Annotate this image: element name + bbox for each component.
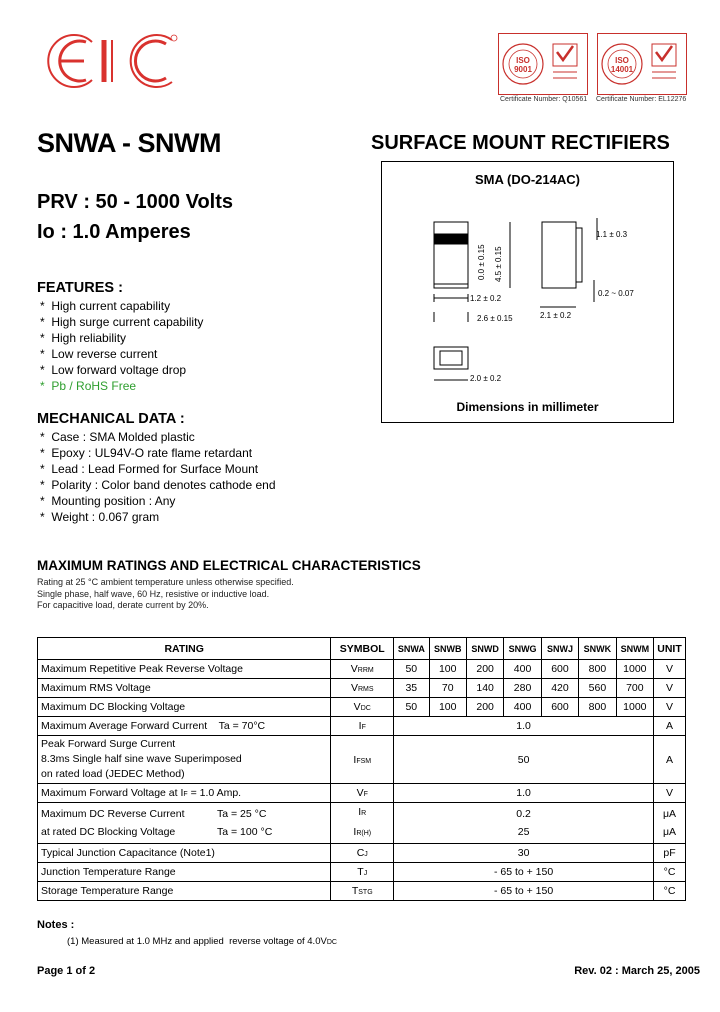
cell: 1000 bbox=[616, 698, 653, 717]
cell: 140 bbox=[466, 679, 503, 698]
dim-d2: 4.5 ± 0.15 bbox=[494, 246, 503, 282]
cell: 800 bbox=[579, 698, 616, 717]
table-row bbox=[38, 698, 686, 717]
svg-text:ISO: ISO bbox=[516, 56, 530, 65]
table-row bbox=[38, 736, 686, 784]
ratings-heading: MAXIMUM RATINGS AND ELECTRICAL CHARACTERISTICS bbox=[37, 558, 421, 573]
cell: 600 bbox=[541, 698, 578, 717]
page-number: Page 1 of 2 bbox=[37, 965, 96, 977]
row-unit: °C bbox=[654, 863, 686, 882]
row-label: Maximum DC Reverse Current Ta = 25 °C at rated DC Blocking Voltage Ta = 100 °C bbox=[38, 803, 331, 844]
table-row bbox=[38, 863, 686, 882]
rohs-item: * Pb / RoHS Free bbox=[40, 379, 137, 393]
col-snwg: SNWG bbox=[504, 638, 541, 660]
cell: 100 bbox=[429, 698, 466, 717]
row-symbol: VRMS bbox=[331, 679, 394, 698]
dim-d1: 1.1 ± 0.3 bbox=[596, 230, 628, 239]
col-snwk: SNWK bbox=[579, 638, 616, 660]
cell: 800 bbox=[579, 660, 616, 679]
table-row bbox=[38, 844, 686, 863]
cell: 50 bbox=[394, 736, 654, 784]
cell: 0.2 25 bbox=[394, 803, 654, 844]
table-row bbox=[38, 803, 686, 844]
revision-date: Rev. 02 : March 25, 2005 bbox=[574, 965, 700, 977]
row-symbol: IR IR(H) bbox=[331, 803, 394, 844]
list-item: * High surge current capability bbox=[40, 315, 204, 329]
company-logo bbox=[46, 30, 184, 90]
cell: 1.0 bbox=[394, 784, 654, 803]
row-symbol: VF bbox=[331, 784, 394, 803]
list-item: * Polarity : Color band denotes cathode end bbox=[40, 478, 276, 492]
col-snwj: SNWJ bbox=[541, 638, 578, 660]
cell: 400 bbox=[504, 660, 541, 679]
io-rating: Io : 1.0 Amperes bbox=[37, 221, 191, 243]
row-symbol: TSTG bbox=[331, 882, 394, 901]
iso14001-badge bbox=[597, 33, 687, 95]
row-label: Maximum RMS Voltage bbox=[38, 679, 331, 698]
row-label: Peak Forward Surge Current 8.3ms Single half sine wave Superimposed on rated load (JEDEC Method) bbox=[38, 736, 331, 784]
iso14001-seal-icon bbox=[598, 34, 686, 94]
list-item: * Lead : Lead Formed for Surface Mount bbox=[40, 462, 259, 476]
table-row bbox=[38, 660, 686, 679]
table-row bbox=[38, 717, 686, 736]
cell: 70 bbox=[429, 679, 466, 698]
table-header-row bbox=[38, 638, 686, 660]
cell: 600 bbox=[541, 660, 578, 679]
row-unit: μA μA bbox=[654, 803, 686, 844]
row-symbol: VRRM bbox=[331, 660, 394, 679]
package-drawing-box bbox=[381, 161, 674, 423]
row-unit: A bbox=[654, 717, 686, 736]
cell: 1000 bbox=[616, 660, 653, 679]
dim-d4: 0.2 ~ 0.07 bbox=[598, 289, 634, 298]
part-number-title: SNWA - SNWM bbox=[37, 128, 221, 158]
product-type-title: SURFACE MOUNT RECTIFIERS bbox=[371, 132, 670, 154]
row-label: Maximum Average Forward Current Ta = 70°C bbox=[38, 717, 331, 736]
dim-d7: 2.1 ± 0.2 bbox=[540, 311, 572, 320]
row-symbol: CJ bbox=[331, 844, 394, 863]
row-unit: A bbox=[654, 736, 686, 784]
row-symbol: VDC bbox=[331, 698, 394, 717]
table-row bbox=[38, 882, 686, 901]
svg-text:14001: 14001 bbox=[610, 65, 634, 74]
cell: 50 bbox=[394, 660, 429, 679]
iso9001-seal-icon bbox=[499, 34, 587, 94]
dim-d8: 2.0 ± 0.2 bbox=[470, 374, 502, 383]
row-label: Junction Temperature Range bbox=[38, 863, 331, 882]
cell: - 65 to + 150 bbox=[394, 882, 654, 901]
col-symbol: SYMBOL bbox=[331, 638, 394, 660]
col-snwd: SNWD bbox=[466, 638, 503, 660]
prv-rating: PRV : 50 - 1000 Volts bbox=[37, 191, 234, 213]
row-symbol: IFSM bbox=[331, 736, 394, 784]
row-unit: V bbox=[654, 679, 686, 698]
eic-logo-icon bbox=[46, 30, 184, 90]
row-label: Maximum Forward Voltage at IF = 1.0 Amp. bbox=[38, 784, 331, 803]
rating-note: Rating at 25 °C ambient temperature unless otherwise specified. bbox=[37, 577, 294, 587]
ratings-table bbox=[37, 637, 686, 901]
list-item: * High current capability bbox=[40, 299, 171, 313]
cell: 700 bbox=[616, 679, 653, 698]
cell: 100 bbox=[429, 660, 466, 679]
cell: 560 bbox=[579, 679, 616, 698]
col-snwa: SNWA bbox=[394, 638, 429, 660]
list-item: * High reliability bbox=[40, 331, 127, 345]
features-heading: FEATURES : bbox=[37, 280, 123, 296]
dim-d3: 0.0 ± 0.15 bbox=[477, 244, 486, 280]
table-row bbox=[38, 784, 686, 803]
cell: 50 bbox=[394, 698, 429, 717]
cell: 420 bbox=[541, 679, 578, 698]
ratings-notes bbox=[37, 577, 294, 612]
mechanical-heading: MECHANICAL DATA : bbox=[37, 411, 185, 427]
col-snwb: SNWB bbox=[429, 638, 466, 660]
row-label: Maximum Repetitive Peak Reverse Voltage bbox=[38, 660, 331, 679]
cell: 200 bbox=[466, 660, 503, 679]
cell: 1.0 bbox=[394, 717, 654, 736]
cert1-number: Certificate Number: Q10561 bbox=[500, 96, 588, 103]
col-snwm: SNWM bbox=[616, 638, 653, 660]
list-item: * Weight : 0.067 gram bbox=[40, 510, 160, 524]
svg-text:9001: 9001 bbox=[514, 65, 532, 74]
row-unit: °C bbox=[654, 882, 686, 901]
cell: 400 bbox=[504, 698, 541, 717]
rating-note: Single phase, half wave, 60 Hz, resistive or inductive load. bbox=[37, 588, 270, 599]
note-1: (1) Measured at 1.0 MHz and applied reverse voltage of 4.0VDC bbox=[67, 936, 337, 947]
list-item: * Mounting position : Any bbox=[40, 494, 176, 508]
list-item: * Epoxy : UL94V-O rate flame retardant bbox=[40, 446, 253, 460]
row-label: Storage Temperature Range bbox=[38, 882, 331, 901]
col-unit: UNIT bbox=[654, 638, 686, 660]
rating-note: For capacitive load, derate current by 20%. bbox=[37, 600, 209, 610]
row-label: Maximum DC Blocking Voltage bbox=[38, 698, 331, 717]
row-unit: pF bbox=[654, 844, 686, 863]
cert2-number: Certificate Number: EL12276 bbox=[596, 96, 687, 103]
row-symbol: IF bbox=[331, 717, 394, 736]
dim-d6: 2.6 ± 0.15 bbox=[477, 314, 513, 323]
cell: 200 bbox=[466, 698, 503, 717]
cell: 35 bbox=[394, 679, 429, 698]
list-item: * Low reverse current bbox=[40, 347, 158, 361]
dim-d5: 1.2 ± 0.2 bbox=[470, 294, 502, 303]
cell: 280 bbox=[504, 679, 541, 698]
dimensions-caption: Dimensions in millimeter bbox=[456, 400, 599, 414]
package-name: SMA (DO-214AC) bbox=[475, 172, 580, 187]
cell: 30 bbox=[394, 844, 654, 863]
iso9001-badge bbox=[498, 33, 588, 95]
list-item: * Case : SMA Molded plastic bbox=[40, 430, 195, 444]
row-symbol: TJ bbox=[331, 863, 394, 882]
table-row bbox=[38, 679, 686, 698]
row-unit: V bbox=[654, 698, 686, 717]
svg-text:ISO: ISO bbox=[615, 56, 629, 65]
row-unit: V bbox=[654, 660, 686, 679]
features-list bbox=[40, 298, 203, 394]
cell: - 65 to + 150 bbox=[394, 863, 654, 882]
list-item: * Low forward voltage drop bbox=[40, 363, 187, 377]
row-label: Typical Junction Capacitance (Note1) bbox=[38, 844, 331, 863]
row-unit: V bbox=[654, 784, 686, 803]
notes-heading: Notes : bbox=[37, 919, 75, 931]
mechanical-list bbox=[40, 429, 276, 525]
col-rating: RATING bbox=[38, 638, 331, 660]
